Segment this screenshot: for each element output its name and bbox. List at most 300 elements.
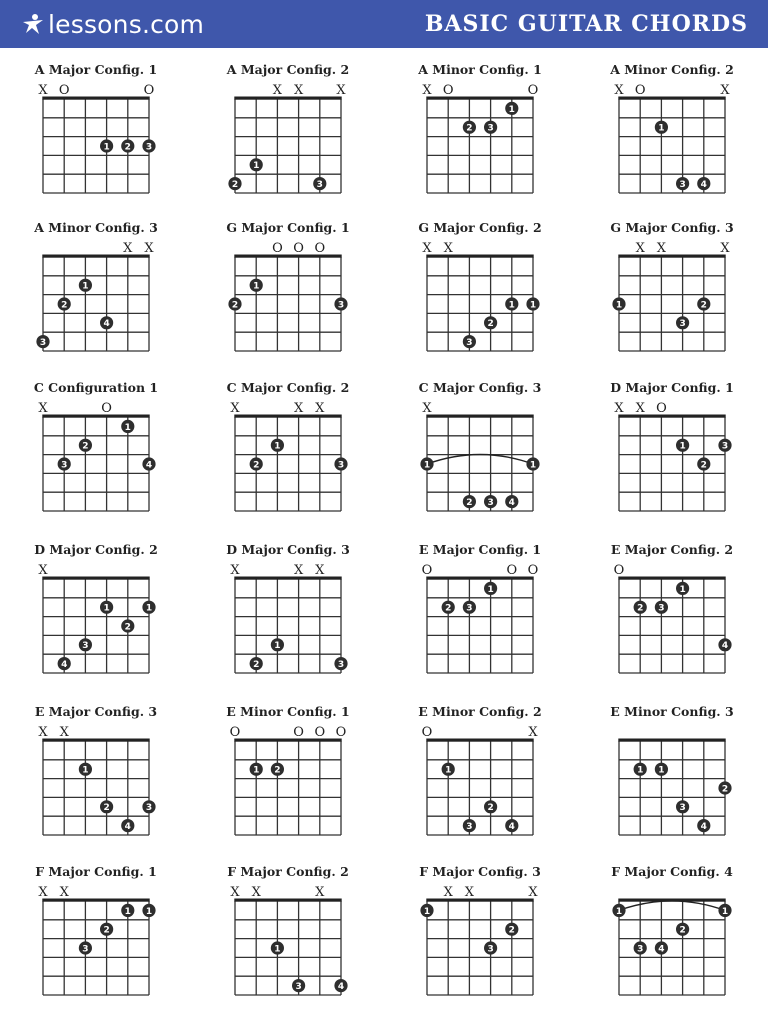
finger-dot [100,601,113,614]
string-marker: X [528,885,538,900]
finger-dot [142,904,155,917]
fretboard-diagram [384,704,576,864]
chord-name: D Major Config. 1 [610,380,734,395]
finger-dot [463,819,476,832]
string-marker: X [123,241,133,256]
finger-dot [420,457,433,470]
finger-number: 2 [466,498,473,508]
finger-number: 4 [721,641,729,652]
finger-dot [676,177,689,190]
finger-number: 3 [679,803,686,814]
string-marker: X [38,563,48,578]
finger-number: 3 [82,944,89,955]
string-marker: X [336,83,346,98]
chord-chart [384,62,576,222]
finger-number: 1 [721,906,729,917]
finger-dot [634,601,647,614]
string-marker: X [144,241,154,256]
chord-name: G Major Config. 3 [610,220,734,235]
finger-number: 2 [700,300,707,311]
string-marker: X [443,241,453,256]
string-marker: O [527,83,539,98]
string-marker: X [720,83,730,98]
chord-name: F Major Config. 2 [227,864,349,879]
fretboard-diagram [576,704,768,864]
string-marker: X [528,725,538,740]
finger-number: 3 [337,660,345,670]
string-marker: O [656,401,667,416]
finger-number: 3 [658,603,665,614]
string-marker: X [251,885,261,900]
finger-number: 1 [487,584,494,595]
finger-number: 1 [529,300,537,311]
fretboard-diagram [192,864,384,1024]
nut [426,739,533,742]
finger-number: 1 [274,641,281,652]
finger-number: 3 [721,441,729,452]
finger-number: 1 [103,603,110,614]
nut [618,415,725,418]
string-marker: X [230,885,240,900]
fretboard-diagram [576,380,768,540]
fretboard-diagram [384,220,576,380]
finger-number: 3 [316,180,323,190]
string-marker: X [422,83,432,98]
finger-number: 1 [274,944,281,955]
finger-dot [718,904,731,917]
finger-number: 2 [61,300,68,311]
finger-dot [718,439,731,452]
string-marker: X [315,563,325,578]
finger-number: 1 [658,123,665,134]
finger-number: 4 [103,319,110,330]
finger-number: 1 [423,906,431,917]
finger-dot [463,121,476,134]
finger-dot [100,316,113,329]
finger-dot [79,941,92,954]
finger-dot [526,297,539,310]
string-marker: O [293,241,304,256]
string-marker: O [272,241,283,256]
chord-name: A Major Config. 2 [226,62,350,77]
finger-number: 1 [253,281,260,292]
finger-dot [36,335,49,348]
string-marker: X [315,401,325,416]
string-marker: X [38,83,48,98]
finger-number: 1 [82,765,89,776]
finger-dot [228,297,241,310]
chord-chart [192,704,384,864]
page-title: BASIC GUITAR CHORDS [424,11,748,37]
nut [426,255,533,258]
finger-dot [271,439,284,452]
finger-dot [442,601,455,614]
chord-chart [192,542,384,702]
finger-number: 2 [637,603,644,614]
string-marker: X [422,401,432,416]
fretboard-diagram [0,542,192,702]
nut [42,255,149,258]
nut [426,899,533,902]
finger-dot [58,457,71,470]
fretboard-diagram [192,542,384,702]
finger-dot [58,297,71,310]
finger-dot [442,763,455,776]
chord-chart [0,864,192,1024]
finger-number: 4 [145,460,153,471]
chord-chart [576,704,768,864]
finger-dot [420,904,433,917]
fretboard-diagram [576,62,768,222]
finger-number: 1 [508,104,515,115]
string-marker: X [635,401,645,416]
nut [426,577,533,580]
finger-number: 3 [82,641,89,652]
chord-chart [0,62,192,222]
finger-number: 3 [337,300,345,311]
chord-chart [576,380,768,540]
finger-number: 2 [487,319,494,330]
finger-dot [463,495,476,508]
string-marker: X [230,401,240,416]
finger-number: 2 [508,925,515,936]
finger-number: 2 [487,803,494,814]
finger-number: 2 [103,803,110,814]
chord-name: C Configuration 1 [33,380,159,395]
finger-dot [100,923,113,936]
string-marker: O [421,725,433,740]
string-marker: O [613,563,625,578]
finger-number: 3 [145,803,153,814]
fretboard-diagram [384,542,576,702]
nut [234,255,341,258]
nut [42,577,149,580]
nut [234,577,341,580]
finger-number: 3 [637,944,644,955]
nut [234,739,341,742]
finger-number: 4 [508,498,515,508]
string-marker: X [293,83,304,98]
barre-arc [427,455,533,465]
chord-chart [0,380,192,540]
finger-dot [697,819,710,832]
chord-chart [384,704,576,864]
finger-dot [484,316,497,329]
finger-dot [463,335,476,348]
finger-number: 1 [145,906,153,917]
nut [618,577,725,580]
logo[interactable] [22,7,204,41]
chord-chart [576,62,768,222]
chord-chart [576,542,768,702]
finger-number: 3 [337,460,345,471]
string-marker: O [527,563,539,578]
finger-dot [121,139,134,152]
finger-number: 3 [295,982,302,992]
chord-name: D Major Config. 2 [34,542,158,557]
finger-dot [484,800,497,813]
string-marker: O [442,83,454,98]
fretboard-diagram [192,380,384,540]
finger-dot [250,763,263,776]
finger-dot [271,941,284,954]
chord-name: E Minor Config. 1 [226,704,350,719]
finger-dot [526,457,539,470]
chord-chart [384,380,576,540]
string-marker: X [272,83,283,98]
finger-dot [79,279,92,292]
finger-number: 3 [466,822,473,832]
finger-number: 1 [423,460,431,471]
finger-dot [484,121,497,134]
finger-dot [250,657,263,670]
finger-number: 1 [253,765,260,776]
finger-dot [334,297,347,310]
string-marker: X [315,885,325,900]
finger-number: 2 [124,142,131,153]
chord-name: A Minor Config. 2 [610,62,734,77]
fretboard-diagram [192,62,384,222]
fretboard-diagram [576,864,768,1024]
finger-dot [655,121,668,134]
string-marker: X [38,885,48,900]
nut [234,415,341,418]
nut [234,899,341,902]
finger-dot [142,139,155,152]
finger-dot [655,763,668,776]
nut [426,415,533,418]
chord-name: D Major Config. 3 [226,542,350,557]
finger-dot [100,800,113,813]
finger-number: 1 [253,161,260,172]
chord-name: A Minor Config. 1 [418,62,542,77]
finger-dot [58,657,71,670]
finger-number: 3 [39,338,47,348]
string-marker: X [656,241,667,256]
finger-dot [121,904,134,917]
finger-dot [505,923,518,936]
string-marker: O [421,563,433,578]
finger-number: 3 [145,142,153,153]
nut [618,255,725,258]
finger-dot [334,657,347,670]
finger-dot [484,941,497,954]
finger-dot [271,763,284,776]
finger-dot [79,763,92,776]
string-marker: X [59,725,69,740]
finger-dot [121,420,134,433]
finger-dot [655,941,668,954]
string-marker: O [314,725,326,740]
string-marker: O [293,725,304,740]
finger-dot [676,582,689,595]
finger-number: 1 [679,441,686,452]
fretboard-diagram [0,864,192,1024]
string-marker: O [314,241,326,256]
finger-dot [142,800,155,813]
finger-number: 4 [508,822,515,832]
finger-number: 2 [103,925,110,936]
chord-chart [576,220,768,380]
string-marker: O [101,401,112,416]
finger-number: 4 [124,822,131,832]
finger-dot [676,439,689,452]
finger-dot [121,819,134,832]
finger-dot [505,495,518,508]
finger-dot [484,495,497,508]
string-marker: X [59,885,69,900]
chord-name: E Major Config. 2 [610,542,734,557]
string-marker: O [634,83,646,98]
string-marker: X [635,241,645,256]
nut [42,739,149,742]
nut [42,899,149,902]
chord-name: E Minor Config. 3 [610,704,734,719]
finger-dot [718,638,731,651]
finger-dot [271,638,284,651]
fretboard-diagram [384,62,576,222]
chord-chart [192,864,384,1024]
string-marker: O [335,725,347,740]
barre-arc [619,901,725,911]
chord-chart [0,704,192,864]
nut [618,739,725,742]
finger-dot [505,819,518,832]
finger-number: 3 [466,603,473,614]
fretboard-diagram [0,704,192,864]
finger-number: 3 [679,180,686,190]
chord-name: C Major Config. 2 [226,380,350,395]
string-marker: X [443,885,453,900]
finger-number: 1 [529,460,537,471]
finger-number: 1 [145,603,153,614]
string-marker: X [38,401,48,416]
finger-dot [334,979,347,992]
finger-dot [228,177,241,190]
finger-dot [718,781,731,794]
nut [234,97,341,100]
chord-chart [384,220,576,380]
chord-chart [576,864,768,1024]
finger-dot [79,439,92,452]
string-marker: X [293,563,304,578]
string-marker: X [720,241,730,256]
chord-chart [0,220,192,380]
finger-number: 1 [637,765,644,776]
finger-dot [634,941,647,954]
header-bar [0,0,768,48]
chord-chart [384,864,576,1024]
fretboard-diagram [0,220,192,380]
string-marker: X [422,241,432,256]
finger-number: 3 [487,498,494,508]
finger-number: 1 [82,281,89,292]
chord-chart [192,220,384,380]
finger-number: 1 [615,300,623,311]
chord-name: F Major Config. 3 [419,864,541,879]
chord-name: C Major Config. 3 [418,380,542,395]
finger-number: 2 [231,300,239,311]
finger-number: 2 [679,925,686,936]
fretboard-diagram [576,220,768,380]
finger-number: 1 [658,765,665,776]
string-marker: X [38,725,48,740]
finger-dot [292,979,305,992]
finger-number: 2 [82,441,89,452]
finger-number: 1 [124,422,131,433]
finger-dot [676,800,689,813]
finger-number: 2 [466,123,473,134]
chord-chart [0,542,192,702]
logo-text: lessons.com [48,9,205,39]
finger-number: 3 [61,460,68,471]
fretboard-diagram [192,220,384,380]
finger-dot [463,601,476,614]
fretboard-diagram [384,380,576,540]
finger-dot [484,582,497,595]
fretboard-diagram [0,380,192,540]
chord-name: E Major Config. 3 [34,704,158,719]
finger-dot [79,638,92,651]
finger-number: 2 [124,622,131,633]
finger-dot [612,904,625,917]
finger-number: 4 [700,822,707,832]
finger-number: 2 [700,460,707,471]
finger-dot [676,923,689,936]
finger-number: 4 [658,944,665,955]
finger-dot [250,279,263,292]
string-marker: X [230,563,240,578]
finger-number: 2 [445,603,452,614]
finger-number: 1 [124,906,131,917]
finger-number: 3 [679,319,686,330]
chord-name: A Major Config. 1 [34,62,158,77]
string-marker: X [293,401,304,416]
chord-chart [384,542,576,702]
finger-dot [100,139,113,152]
chord-chart [192,62,384,222]
string-marker: X [614,83,624,98]
finger-number: 3 [487,944,494,955]
string-marker: O [58,83,70,98]
star-person-icon [22,13,44,35]
fretboard-diagram [0,62,192,222]
fretboard-diagram [576,542,768,702]
chord-name: E Minor Config. 2 [418,704,542,719]
finger-dot [313,177,326,190]
finger-dot [634,763,647,776]
string-marker: O [143,83,155,98]
finger-number: 1 [679,584,686,595]
finger-number: 4 [337,982,345,992]
chord-name: E Major Config. 1 [418,542,542,557]
finger-number: 3 [487,123,494,134]
finger-number: 1 [274,441,281,452]
finger-number: 2 [721,784,729,795]
string-marker: O [506,563,518,578]
finger-dot [250,457,263,470]
chord-name: G Major Config. 2 [418,220,542,235]
fretboard-diagram [384,864,576,1024]
chord-name: A Minor Config. 3 [34,220,158,235]
chord-name: F Major Config. 4 [611,864,733,879]
finger-number: 3 [466,338,473,348]
nut [42,415,149,418]
finger-number: 2 [231,180,239,190]
chord-name: G Major Config. 1 [226,220,350,235]
finger-dot [505,297,518,310]
finger-dot [676,316,689,329]
